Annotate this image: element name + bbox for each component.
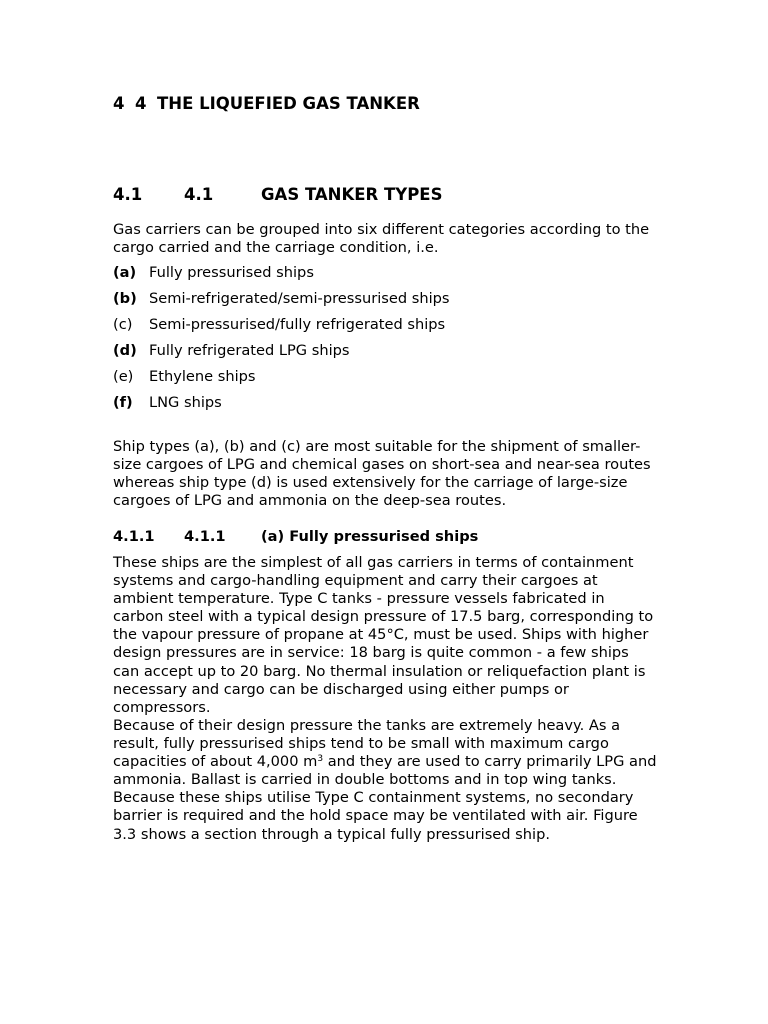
list-marker: (d) (113, 342, 137, 359)
cubic-superscript: 3 (317, 754, 324, 765)
chapter-title: THE LIQUEFIED GAS TANKER (157, 94, 420, 113)
list-item (113, 264, 658, 290)
list-item (113, 316, 658, 342)
list-item-text: Ethylene ships (149, 368, 256, 385)
chapter-number: 4 (113, 94, 125, 113)
section-heading (113, 185, 442, 204)
list-marker: (a) (113, 264, 137, 281)
list-item (113, 290, 658, 316)
list-item (113, 394, 658, 420)
list-marker: (e) (113, 368, 134, 385)
chapter-heading (113, 94, 420, 113)
subsection-title: (a) Fully pressurised ships (261, 528, 479, 545)
subsection-number: 4.1.1 (113, 528, 155, 545)
section-number: 4.1 (113, 185, 143, 204)
body-paragraph-2 (113, 717, 658, 844)
list-item-text: Semi-refrigerated/semi-pressurised ships (149, 290, 450, 307)
list-marker: (c) (113, 316, 133, 333)
intro-paragraph: Gas carriers can be grouped into six different categories according to the cargo carried and the carriage condition, i.e. (113, 221, 650, 257)
list-marker: (f) (113, 394, 133, 411)
section-number-repeat: 4.1 (184, 185, 214, 204)
ship-types-paragraph: Ship types (a), (b) and (c) are most suitable for the shipment of smaller-size cargoes of LPG and chemical gases on short-sea and near-sea routes whereas ship type (d) is used extensively for the carriage of large-size cargoes of LPG and ammonia on the deep-sea routes. (113, 438, 651, 510)
body-text-after-unit: and they are used to carry primarily LPG and ammonia. Ballast is carried in double bottoms and in top wing tanks. Because these ships utilise Type C containment systems, no secondary barrier is required and the hold space may be ventilated with air. Figure 3.3 shows a section through a typical fully pressurised ship. (113, 753, 657, 843)
list-item-text: Semi-pressurised/fully refrigerated ships (149, 316, 446, 333)
list-marker: (b) (113, 290, 137, 307)
subsection-number-repeat: 4.1.1 (184, 528, 226, 545)
list-item (113, 342, 658, 368)
list-item-text: Fully refrigerated LPG ships (149, 342, 350, 359)
section-title: GAS TANKER TYPES (261, 185, 443, 204)
list-item (113, 368, 658, 394)
category-list (113, 264, 658, 420)
body-text-before-unit: Because of their design pressure the tanks are extremely heavy. As a result, fully pressurised ships tend to be small with maximum cargo capacities of about 4,000 m (113, 717, 621, 771)
list-item-text: Fully pressurised ships (149, 264, 314, 281)
body-paragraph-1: These ships are the simplest of all gas carriers in terms of containment systems and cargo-handling equipment and carry their cargoes at ambient temperature. Type C tanks - pressure vessels fabricated in carbon steel with a typical design pressure of 17.5 barg, corresponding to the vapour pressure of propane at 45°C, must be used. Ships with higher design pressures are in service: 18 barg is quite common - a few ships can accept up to 20 barg. No thermal insulation or reliquefaction plant is necessary and cargo can be discharged using either pumps or compressors. (113, 554, 654, 716)
list-item-text: LNG ships (149, 394, 222, 411)
subsection-heading (113, 528, 478, 545)
chapter-number-repeat: 4 (135, 94, 147, 113)
